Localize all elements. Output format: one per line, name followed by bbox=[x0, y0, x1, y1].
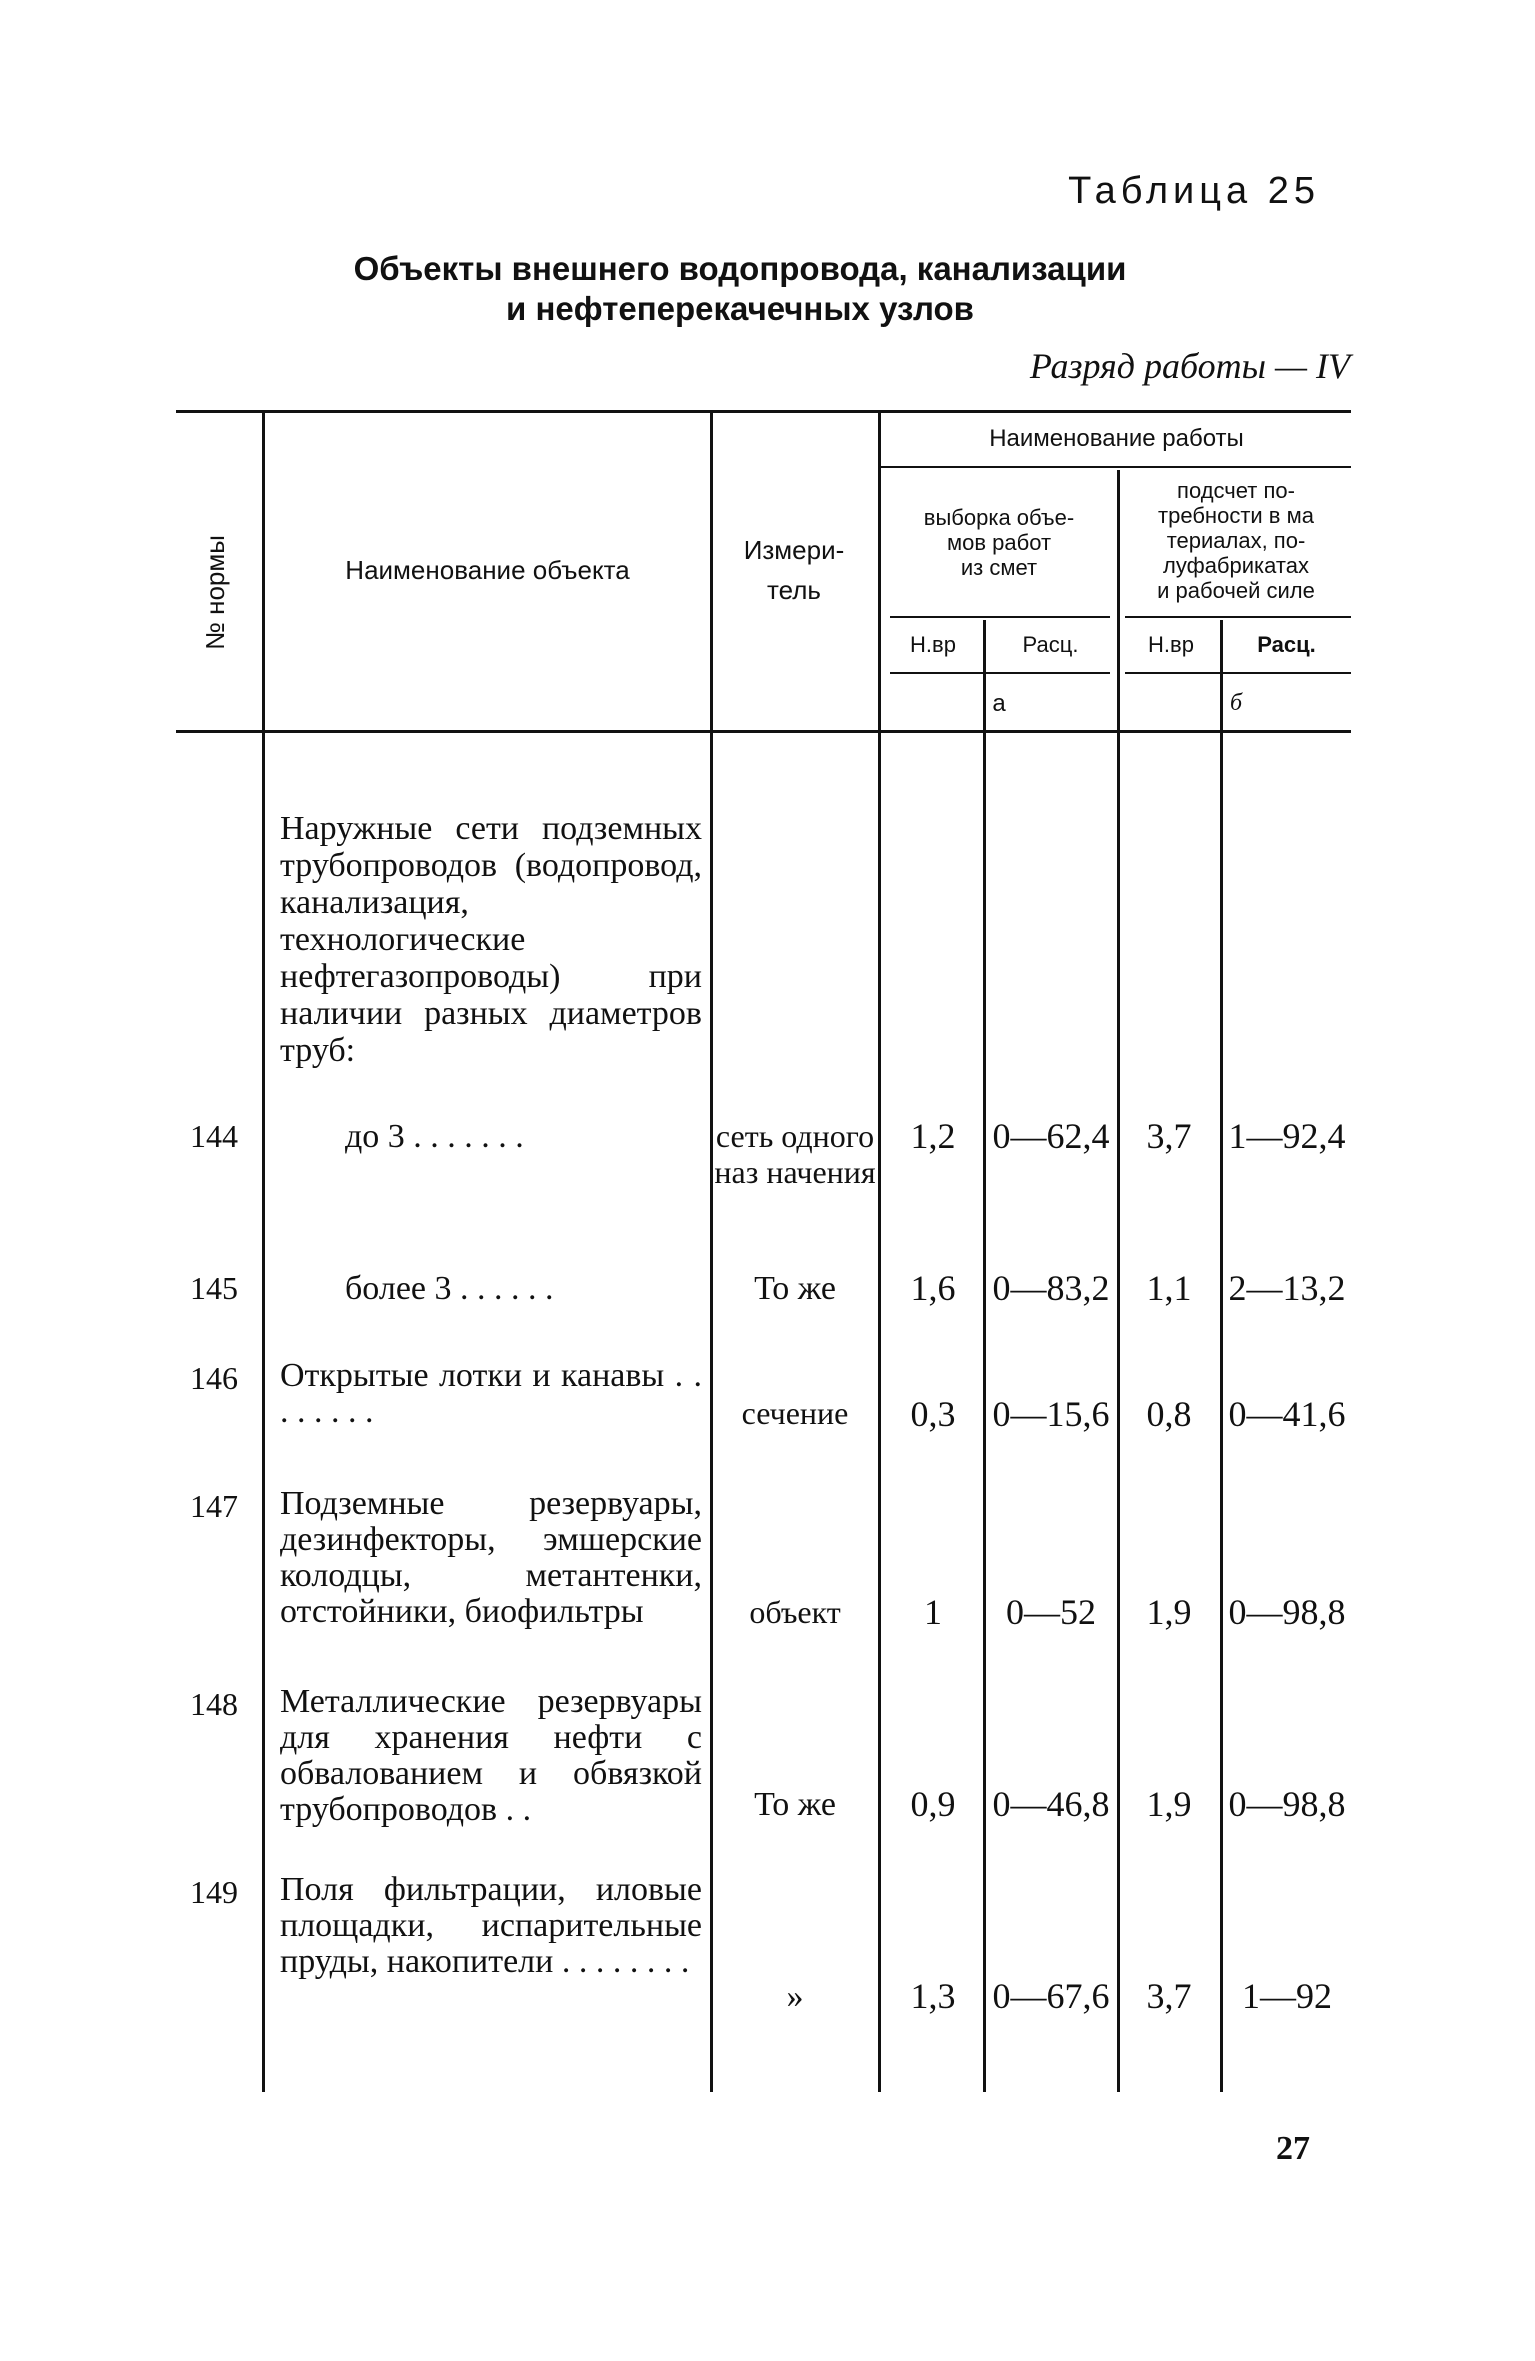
row-number: 146 bbox=[190, 1360, 238, 1396]
col-rule-b-split bbox=[1220, 620, 1223, 2092]
header-col-a: а bbox=[992, 690, 1006, 717]
header-col-b: б bbox=[1229, 690, 1243, 716]
row-number: 145 bbox=[190, 1270, 238, 1306]
meter: сечение bbox=[741, 1395, 849, 1431]
intro-text: Наружные сети подземных трубопроводов (водопровод, канализация, технологические нефтегазопроводы) при наличии разных диаметров труб: bbox=[280, 810, 702, 1069]
b-rasc: 0—98,8 bbox=[1228, 1592, 1346, 1632]
header-object-name: Наименование объекта bbox=[345, 555, 630, 585]
b-rasc: 1—92 bbox=[1242, 1976, 1332, 2016]
header-work-name: Наименование работы bbox=[989, 425, 1244, 452]
row-number: 144 bbox=[190, 1118, 238, 1154]
table-title-line2: и нефтеперекачечных узлов bbox=[506, 290, 974, 327]
a-nvr: 0,9 bbox=[910, 1784, 956, 1824]
a-nvr: 1,6 bbox=[910, 1268, 956, 1308]
header-nvr-b: Н.вр bbox=[1148, 632, 1194, 657]
b-nvr: 1,1 bbox=[1146, 1268, 1192, 1308]
object-name: более 3 . . . . . . bbox=[345, 1270, 554, 1307]
table-label: Таблица 25 bbox=[1068, 170, 1320, 212]
b-rasc: 0—98,8 bbox=[1228, 1784, 1346, 1824]
meter: То же bbox=[754, 1786, 836, 1823]
header-nvr-a: Н.вр bbox=[910, 632, 956, 657]
col-rule-a-split bbox=[983, 620, 986, 2092]
unit-rule-b bbox=[1125, 672, 1351, 674]
col-rule-meter bbox=[710, 412, 713, 2092]
a-nvr: 1,3 bbox=[910, 1976, 956, 2016]
a-rasc: 0—46,8 bbox=[992, 1784, 1110, 1824]
object-name: Металлические резервуары для хранения нефти с обвалованием и обвязкой трубопроводов . . bbox=[280, 1683, 702, 1828]
header-bottom-rule bbox=[176, 730, 1351, 733]
table-title-line1: Объекты внешнего водопровода, канализации bbox=[353, 250, 1127, 287]
b-nvr: 3,7 bbox=[1146, 1116, 1192, 1156]
a-nvr: 1 bbox=[924, 1592, 942, 1632]
header-rasc-b: Расц. bbox=[1257, 632, 1316, 657]
work-sub-rule-b bbox=[1125, 616, 1351, 618]
work-name-rule bbox=[880, 466, 1351, 468]
b-nvr: 3,7 bbox=[1146, 1976, 1192, 2016]
meter: То же bbox=[754, 1270, 836, 1307]
b-rasc: 0—41,6 bbox=[1228, 1394, 1346, 1434]
meter: » bbox=[786, 1978, 804, 2015]
a-nvr: 1,2 bbox=[910, 1116, 956, 1156]
header-top-rule bbox=[176, 410, 1351, 413]
meter: сеть одного наз начения bbox=[714, 1118, 876, 1190]
page-number: 27 bbox=[1276, 2130, 1310, 2167]
b-nvr: 1,9 bbox=[1146, 1592, 1192, 1632]
a-rasc: 0—62,4 bbox=[992, 1116, 1110, 1156]
meter: объект bbox=[749, 1594, 841, 1630]
a-rasc: 0—83,2 bbox=[992, 1268, 1110, 1308]
object-name: Подземные резервуары, дезинфекторы, эмшерские колодцы, метантенки, отстойники, биофильтры bbox=[280, 1485, 702, 1630]
a-rasc: 0—67,6 bbox=[992, 1976, 1110, 2016]
object-name: до 3 . . . . . . . bbox=[345, 1118, 524, 1155]
b-rasc: 1—92,4 bbox=[1228, 1116, 1346, 1156]
header-rasc-a: Расц. bbox=[1022, 632, 1079, 657]
work-grade: Разряд работы — IV bbox=[1029, 346, 1350, 386]
a-nvr: 0,3 bbox=[910, 1394, 956, 1434]
a-rasc: 0—15,6 bbox=[992, 1394, 1110, 1434]
b-nvr: 1,9 bbox=[1146, 1784, 1192, 1824]
row-number: 147 bbox=[190, 1488, 238, 1524]
object-name: Поля фильтрации, иловые площадки, испарительные пруды, накопители . . . . . . . . bbox=[280, 1871, 702, 1980]
header-meter: Измери- тель bbox=[743, 535, 845, 605]
a-rasc: 0—52 bbox=[1006, 1592, 1096, 1632]
b-rasc: 2—13,2 bbox=[1228, 1268, 1346, 1308]
row-number: 149 bbox=[190, 1874, 238, 1910]
b-nvr: 0,8 bbox=[1146, 1394, 1192, 1434]
unit-rule-a bbox=[890, 672, 1110, 674]
row-number: 148 bbox=[190, 1686, 238, 1722]
work-sub-rule-a bbox=[890, 616, 1110, 618]
header-norm-no: № нормы bbox=[200, 535, 230, 650]
header-work-a: выборка объе- мов работ из смет bbox=[923, 505, 1075, 580]
col-rule-work bbox=[878, 412, 881, 2092]
header-work-b: подсчет по- требности в ма териалах, по- луфабрикатах и рабочей силе bbox=[1157, 478, 1315, 603]
col-rule-number bbox=[262, 412, 265, 2092]
object-name: Открытые лотки и канавы . . . . . . . . bbox=[280, 1357, 702, 1430]
